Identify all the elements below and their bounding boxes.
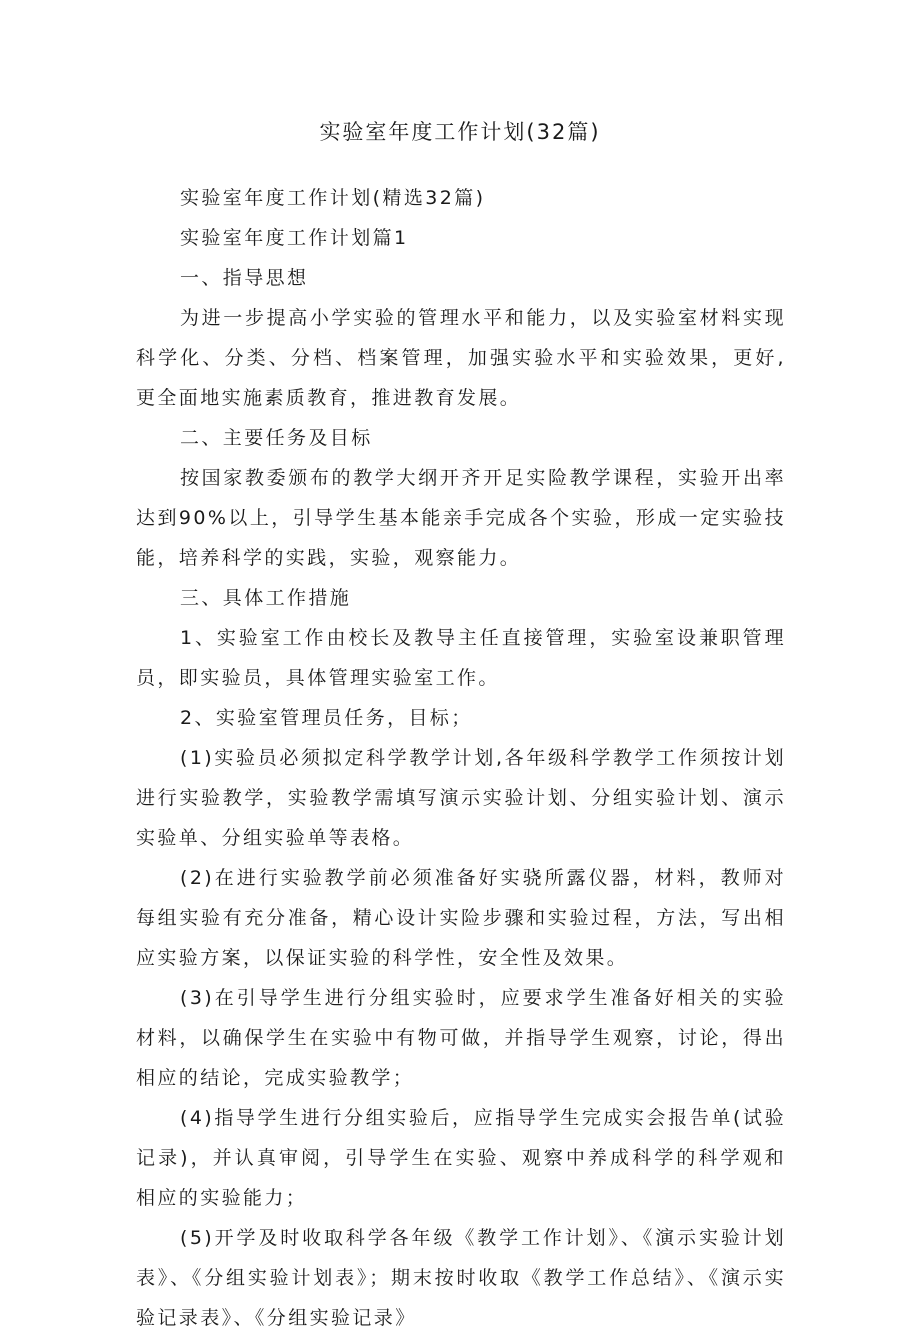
document-subtitle: 实验室年度工作计划(精选32篇) [180, 187, 486, 209]
measure-item-1: 1、实验室工作由校长及教导主任直接管理，实验室设兼职管理员，即实验员，具体管理实验室工作。 [136, 627, 786, 689]
document-title: 实验室年度工作计划(32篇) [319, 120, 601, 144]
section-heading-guiding-ideology: 一、指导思想 [180, 267, 309, 289]
task-item-2: (2)在进行实验教学前必须准备好实骁所露仪器，材料，教师对每组实验有充分准备，精心设计实险步骤和实验过程，方法，写出相应实验方案，以保证实验的科学性，安全性及效果。 [136, 867, 786, 969]
task-item-1: (1)实验员必须拟定科学教学计划,各年级科学教学工作须按计划进行实验教学，实验教学需填写演示实验计划、分组实验计划、演示实验单、分组实验单等表格。 [136, 747, 786, 849]
task-item-3: (3)在引导学生进行分组实验时，应要求学生准备好相关的实验材料，以确保学生在实验中有物可做，并指导学生观察，讨论，得出相应的结论，完成实验教学； [136, 987, 786, 1089]
section-paragraph-guiding-ideology: 为进一步提高小学实验的管理水平和能力，以及实验室材料实现科学化、分类、分档、档案管理，加强实验水平和实验效果，更好,更全面地实施素质教育，推进教育发展。 [136, 307, 786, 409]
section-heading-main-tasks: 二、主要任务及目标 [180, 427, 373, 449]
section-paragraph-main-tasks: 按国家教委颁布的教学大纲开齐开足实险教学课程，实验开出率达到90%以上，引导学生基本能亲手完成各个实验，形成一定实验技能，培养科学的实践，实验，观察能力。 [136, 467, 786, 569]
document-body [136, 178, 786, 1338]
task-item-4: (4)指导学生进行分组实验后，应指导学生完成实会报告单(试验记录)，并认真审阅，引导学生在实验、观察中养成科学的科学观和相应的实验能力； [136, 1107, 786, 1209]
section-heading-measures: 三、具体工作措施 [180, 587, 352, 609]
article-heading: 实验室年度工作计划篇1 [180, 227, 409, 249]
measure-item-2: 2、实验室管理员任务，目标； [180, 707, 473, 729]
task-item-5: (5)开学及时收取科学各年级《教学工作计划》、《演示实验计划表》、《分组实验计划表》；期末按时收取《教学工作总结》、《演示实验记录表》、《分组实验记录》 [136, 1227, 786, 1329]
